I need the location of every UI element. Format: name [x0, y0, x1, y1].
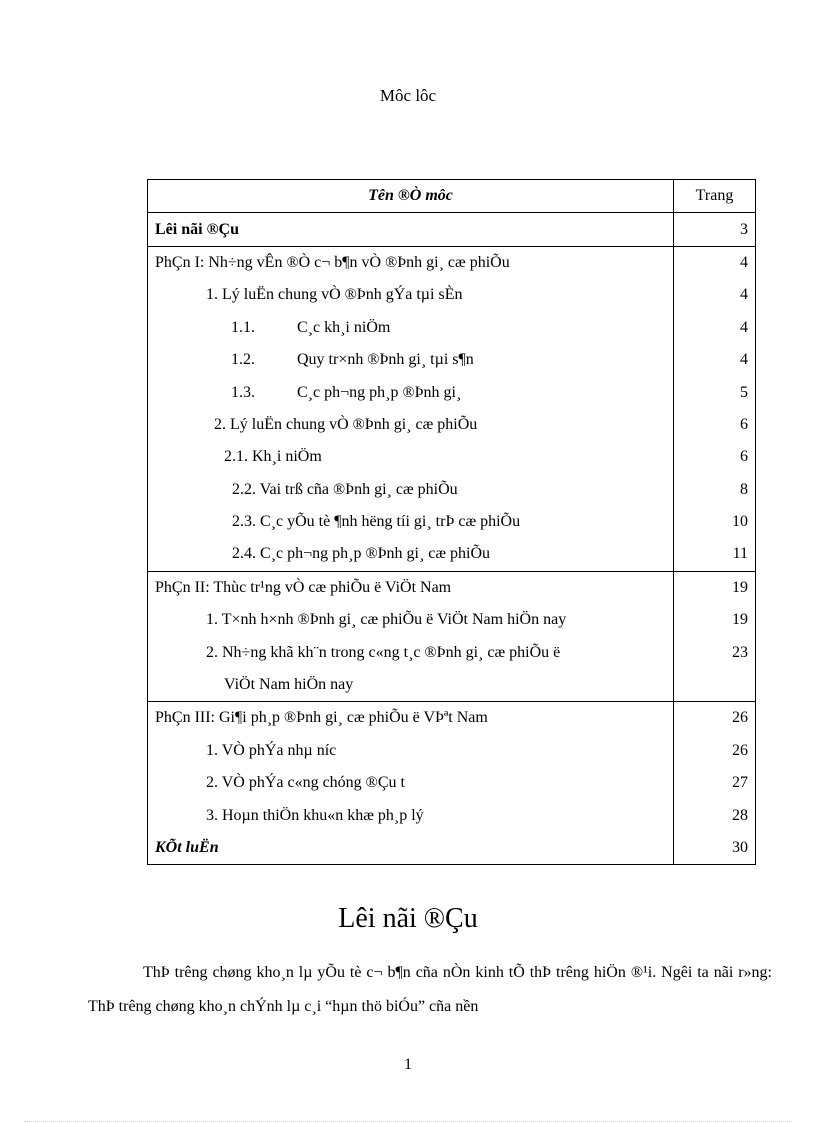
- toc-entry: 2.2. Vai trß cña ®Þnh gi¸ cæ phiÕu: [148, 474, 674, 506]
- toc-entry-text: Quy tr×nh ®Þnh gi¸ tµi s¶n: [297, 351, 474, 369]
- toc-row-part3: [148, 702, 756, 735]
- toc-page: 23: [674, 636, 756, 668]
- toc-page: 6: [674, 441, 756, 473]
- toc-entry: 1. T×nh h×nh ®Þnh gi¸ cæ phiÕu ë ViÖt Nam hiÖn nay: [148, 604, 674, 636]
- toc-table: [147, 179, 756, 865]
- toc-row: [148, 312, 756, 344]
- toc-entry-continuation: ViÖt Nam hiÖn nay: [148, 669, 674, 702]
- toc-page: 28: [674, 799, 756, 831]
- toc-header-title: Tên ®Ò môc: [148, 180, 674, 213]
- toc-page: 4: [674, 246, 756, 279]
- toc-row: [148, 506, 756, 538]
- toc-entry: 2.1. Kh¸i niÖm: [148, 441, 674, 473]
- toc-entry: 2. VÒ phÝa c«ng chóng ®Çu t: [148, 767, 674, 799]
- toc-row: [148, 279, 756, 311]
- toc-page: 4: [674, 344, 756, 376]
- toc-page: 11: [674, 538, 756, 571]
- toc-entry: 2.3. C¸c yÕu tè ¶nh hëng tíi gi¸ trÞ cæ phiÕu: [148, 506, 674, 538]
- toc-entry-number: 1.2.: [231, 351, 255, 369]
- toc-row: [148, 474, 756, 506]
- toc-row-continuation: [148, 669, 756, 702]
- toc-row-conclusion: [148, 832, 756, 865]
- toc-entry: 2. Lý luËn chung vÒ ®Þnh gi¸ cæ phiÕu: [148, 409, 674, 441]
- section-title: Lêi nãi ®Çu: [338, 903, 478, 934]
- toc-entry: 1. Lý luËn chung vÒ ®Þnh gÝa tµi sÈn: [148, 279, 674, 311]
- page-bottom-divider: [24, 1121, 792, 1122]
- toc-row: [148, 636, 756, 668]
- toc-entry: PhÇn II: Thùc tr¹ng vÒ cæ phiÕu ë ViÖt Nam: [148, 571, 674, 604]
- toc-entry: Lêi nãi ®Çu: [148, 213, 674, 246]
- toc-page: 26: [674, 702, 756, 735]
- toc-entry: 1. VÒ phÝa nhµ níc: [148, 735, 674, 767]
- toc-header-page: Trang: [674, 180, 756, 213]
- toc-row: [148, 344, 756, 376]
- toc-entry: [148, 344, 674, 376]
- toc-row-part2: [148, 571, 756, 604]
- toc-page: 27: [674, 767, 756, 799]
- toc-header-row: [148, 180, 756, 213]
- toc-page: 3: [674, 213, 756, 246]
- toc-heading: Môc lôc: [379, 86, 437, 105]
- toc-page: 10: [674, 506, 756, 538]
- toc-page: 6: [674, 409, 756, 441]
- toc-row: [148, 604, 756, 636]
- toc-row: [148, 441, 756, 473]
- toc-entry: 2. Nh÷ng khã kh¨n trong c«ng t¸c ®Þnh gi¸ cæ phiÕu ë: [148, 636, 674, 668]
- toc-row: [148, 799, 756, 831]
- body-paragraph: ThÞ trêng chøng kho¸n lµ yÕu tè c¬ b¶n cña nÒn kinh tÕ thÞ trêng hiÖn ®¹i. Ngêi ta nãi r»ng: ThÞ trêng chøng kho¸n chÝnh lµ c¸i “hµn thö biÓu” cña nền: [88, 964, 772, 1015]
- toc-page-empty: [674, 669, 756, 702]
- toc-entry: [148, 376, 674, 408]
- toc-row: [148, 409, 756, 441]
- toc-row-part1: [148, 246, 756, 279]
- toc-entry-number: 1.1.: [231, 318, 255, 336]
- toc-page: 19: [674, 571, 756, 604]
- toc-page: 4: [674, 279, 756, 311]
- toc-row: [148, 376, 756, 408]
- toc-row: [148, 538, 756, 571]
- toc-page: 8: [674, 474, 756, 506]
- toc-entry: 2.4. C¸c ph¬ng ph¸p ®Þnh gi¸ cæ phiÕu: [148, 538, 674, 571]
- toc-entry-text: C¸c kh¸i niÖm: [297, 318, 391, 336]
- toc-entry-text: C¸c ph¬ng ph¸p ®Þnh gi¸: [297, 383, 462, 401]
- toc-entry: 3. Hoµn thiÖn khu«n khæ ph¸p lý: [148, 799, 674, 831]
- toc-page: 4: [674, 312, 756, 344]
- toc-page: 26: [674, 735, 756, 767]
- toc-entry: PhÇn I: Nh÷ng vÊn ®Ò c¬ b¶n vÒ ®Þnh gi¸ cæ phiÕu: [148, 246, 674, 279]
- page-number: 1: [404, 1056, 412, 1073]
- toc-row: [148, 767, 756, 799]
- toc-page: 30: [674, 832, 756, 865]
- toc-row: [148, 735, 756, 767]
- toc-entry: PhÇn III: Gi¶i ph¸p ®Þnh gi¸ cæ phiÕu ë VÞªt Nam: [148, 702, 674, 735]
- toc-page: 5: [674, 376, 756, 408]
- toc-entry: [148, 312, 674, 344]
- toc-row-intro: [148, 213, 756, 246]
- toc-entry: KÕt luËn: [148, 832, 674, 865]
- toc-page: 19: [674, 604, 756, 636]
- toc-entry-number: 1.3.: [231, 383, 255, 401]
